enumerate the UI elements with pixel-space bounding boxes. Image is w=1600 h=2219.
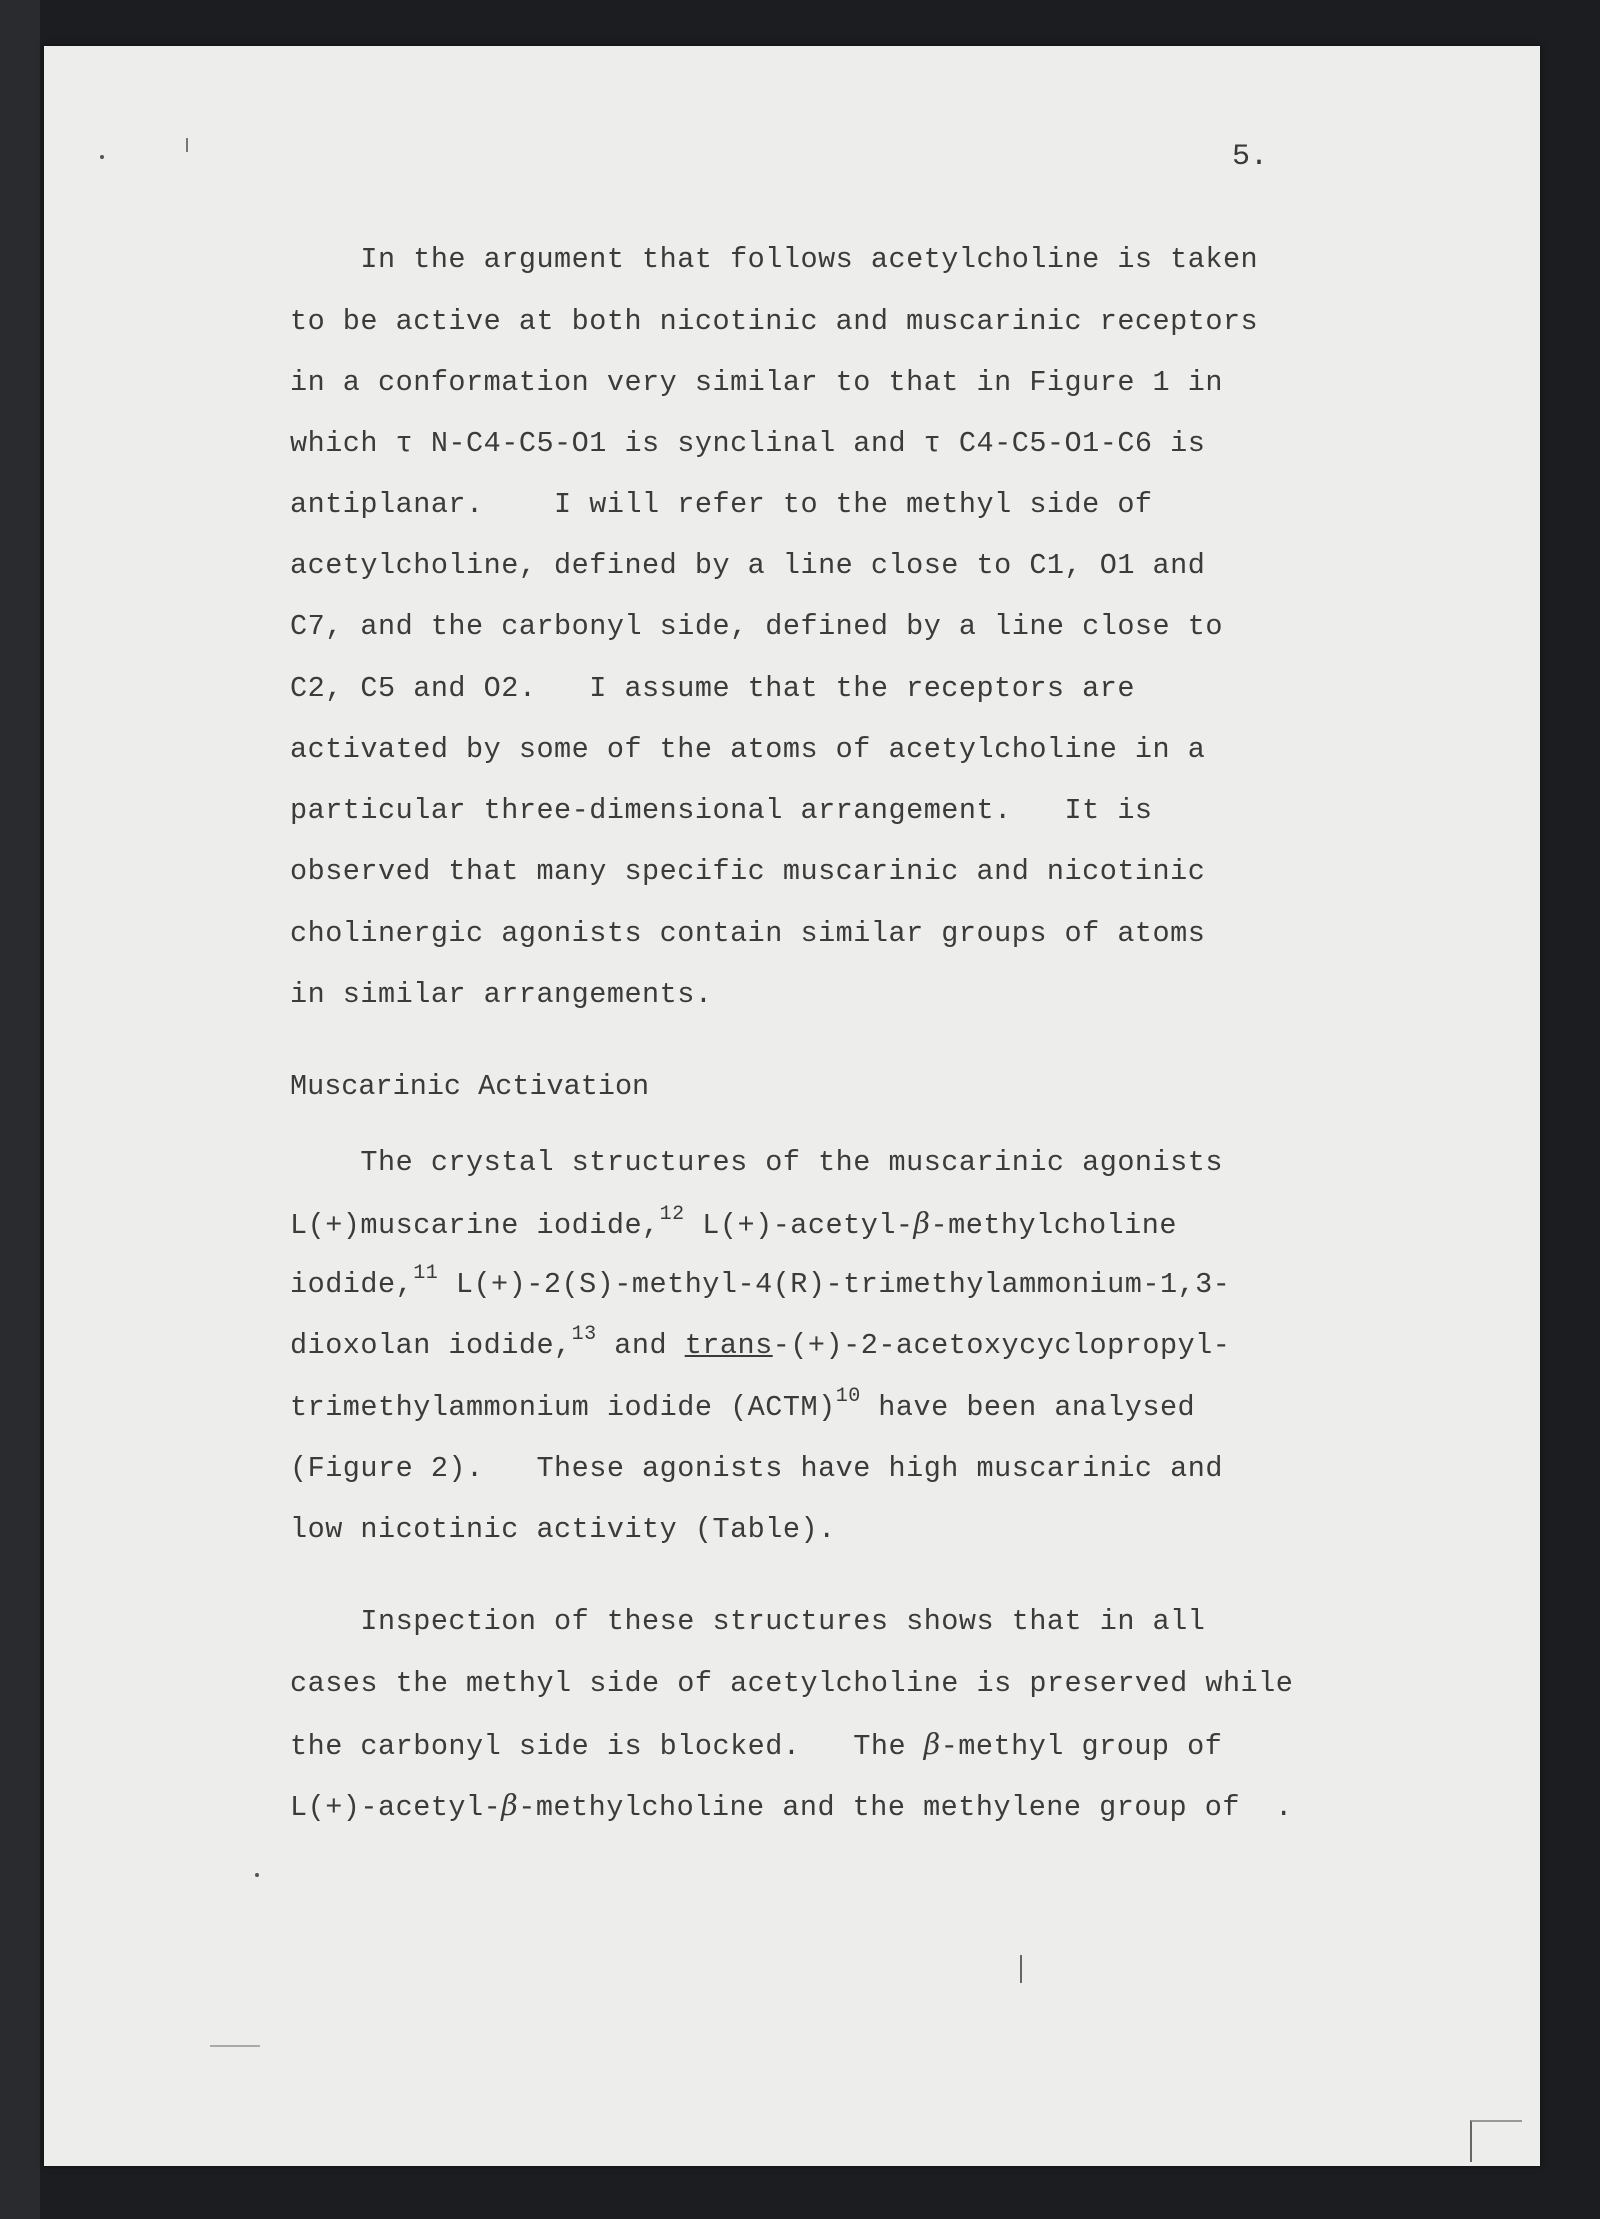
text-segment: L(+)-acetyl- <box>684 1209 914 1242</box>
scan-speck <box>1020 1955 1022 1983</box>
paragraph-1-line-8: C2, C5 and O2. I assume that the receptors are <box>290 672 1135 705</box>
text-segment: and <box>596 1329 685 1362</box>
reference-superscript: 11 <box>413 1262 439 1285</box>
text-segment: -(+)-2-acetoxycyclopropyl- <box>772 1329 1231 1362</box>
scan-line <box>210 2045 260 2047</box>
paragraph-1-line-4: which τ N-C4-C5-O1 is synclinal and τ C4-C5-O1-C6 is <box>290 427 1206 460</box>
paragraph-2-line-5 <box>290 1385 1196 1425</box>
document-page <box>44 46 1540 2166</box>
text-segment: -methylcholine <box>930 1209 1177 1242</box>
section-heading: Muscarinic Activation <box>290 1070 650 1103</box>
beta-symbol: β <box>913 1207 931 1240</box>
paragraph-2-line-6: (Figure 2). These agonists have high muscarinic and <box>290 1452 1223 1485</box>
text-segment: iodide, <box>290 1268 414 1301</box>
beta-symbol: β <box>923 1728 941 1761</box>
text-segment: dioxolan iodide, <box>290 1329 572 1362</box>
paragraph-1-line-13: in similar arrangements. <box>290 978 713 1011</box>
paragraph-2-line-1: The crystal structures of the muscarinic agonists <box>290 1146 1223 1179</box>
paragraph-1-line-3: in a conformation very similar to that in Figure 1 in <box>290 366 1223 399</box>
paragraph-2-line-2 <box>290 1203 1177 1243</box>
paragraph-2-line-4 <box>290 1323 1231 1363</box>
paragraph-1-line-6: acetylcholine, defined by a line close to C1, O1 and <box>290 549 1206 582</box>
reference-superscript: 13 <box>571 1323 597 1346</box>
paragraph-3-line-3 <box>290 1728 1222 1764</box>
text-segment: -methylcholine and the methylene group of . <box>518 1791 1293 1824</box>
italic-trans: trans <box>684 1329 773 1362</box>
paragraph-1-line-11: observed that many specific muscarinic and nicotinic <box>290 855 1206 888</box>
paragraph-3-line-1: Inspection of these structures shows that in all <box>290 1605 1206 1638</box>
paragraph-1-line-12: cholinergic agonists contain similar groups of atoms <box>290 917 1206 950</box>
paragraph-2-line-3 <box>290 1262 1231 1302</box>
text-segment: L(+)-acetyl- <box>290 1791 502 1824</box>
text-segment: trimethylammonium iodide (ACTM) <box>290 1391 836 1424</box>
scan-speck <box>255 1873 259 1877</box>
reference-superscript: 12 <box>659 1203 685 1226</box>
text-segment: L(+)muscarine iodide, <box>290 1209 660 1242</box>
text-segment: the carbonyl side is blocked. The <box>290 1730 924 1763</box>
paragraph-1-line-5: antiplanar. I will refer to the methyl side of <box>290 488 1153 521</box>
scan-speck <box>100 155 104 159</box>
text-segment: -methyl group of <box>940 1730 1223 1763</box>
paragraph-2-line-7: low nicotinic activity (Table). <box>290 1513 836 1546</box>
page-number: 5. <box>1232 140 1269 174</box>
text-segment: have been analysed <box>860 1391 1196 1424</box>
scan-edge <box>0 0 40 2219</box>
paragraph-1-line-9: activated by some of the atoms of acetylcholine in a <box>290 733 1206 766</box>
paragraph-1-line-10: particular three-dimensional arrangement. It is <box>290 794 1153 827</box>
reference-superscript: 10 <box>835 1385 861 1408</box>
paragraph-1-line-2: to be active at both nicotinic and muscarinic receptors <box>290 305 1259 338</box>
scan-speck <box>186 138 188 152</box>
paragraph-1-line-1: In the argument that follows acetylcholine is taken <box>290 243 1259 276</box>
beta-symbol: β <box>501 1789 519 1822</box>
paragraph-3-line-4 <box>290 1789 1293 1825</box>
paragraph-1-line-7: C7, and the carbonyl side, defined by a line close to <box>290 610 1223 643</box>
paragraph-3-line-2: cases the methyl side of acetylcholine is preserved while <box>290 1667 1294 1700</box>
scan-corner-mark <box>1470 2120 1522 2162</box>
text-segment: L(+)-2(S)-methyl-4(R)-trimethylammonium-1,3- <box>438 1268 1231 1301</box>
